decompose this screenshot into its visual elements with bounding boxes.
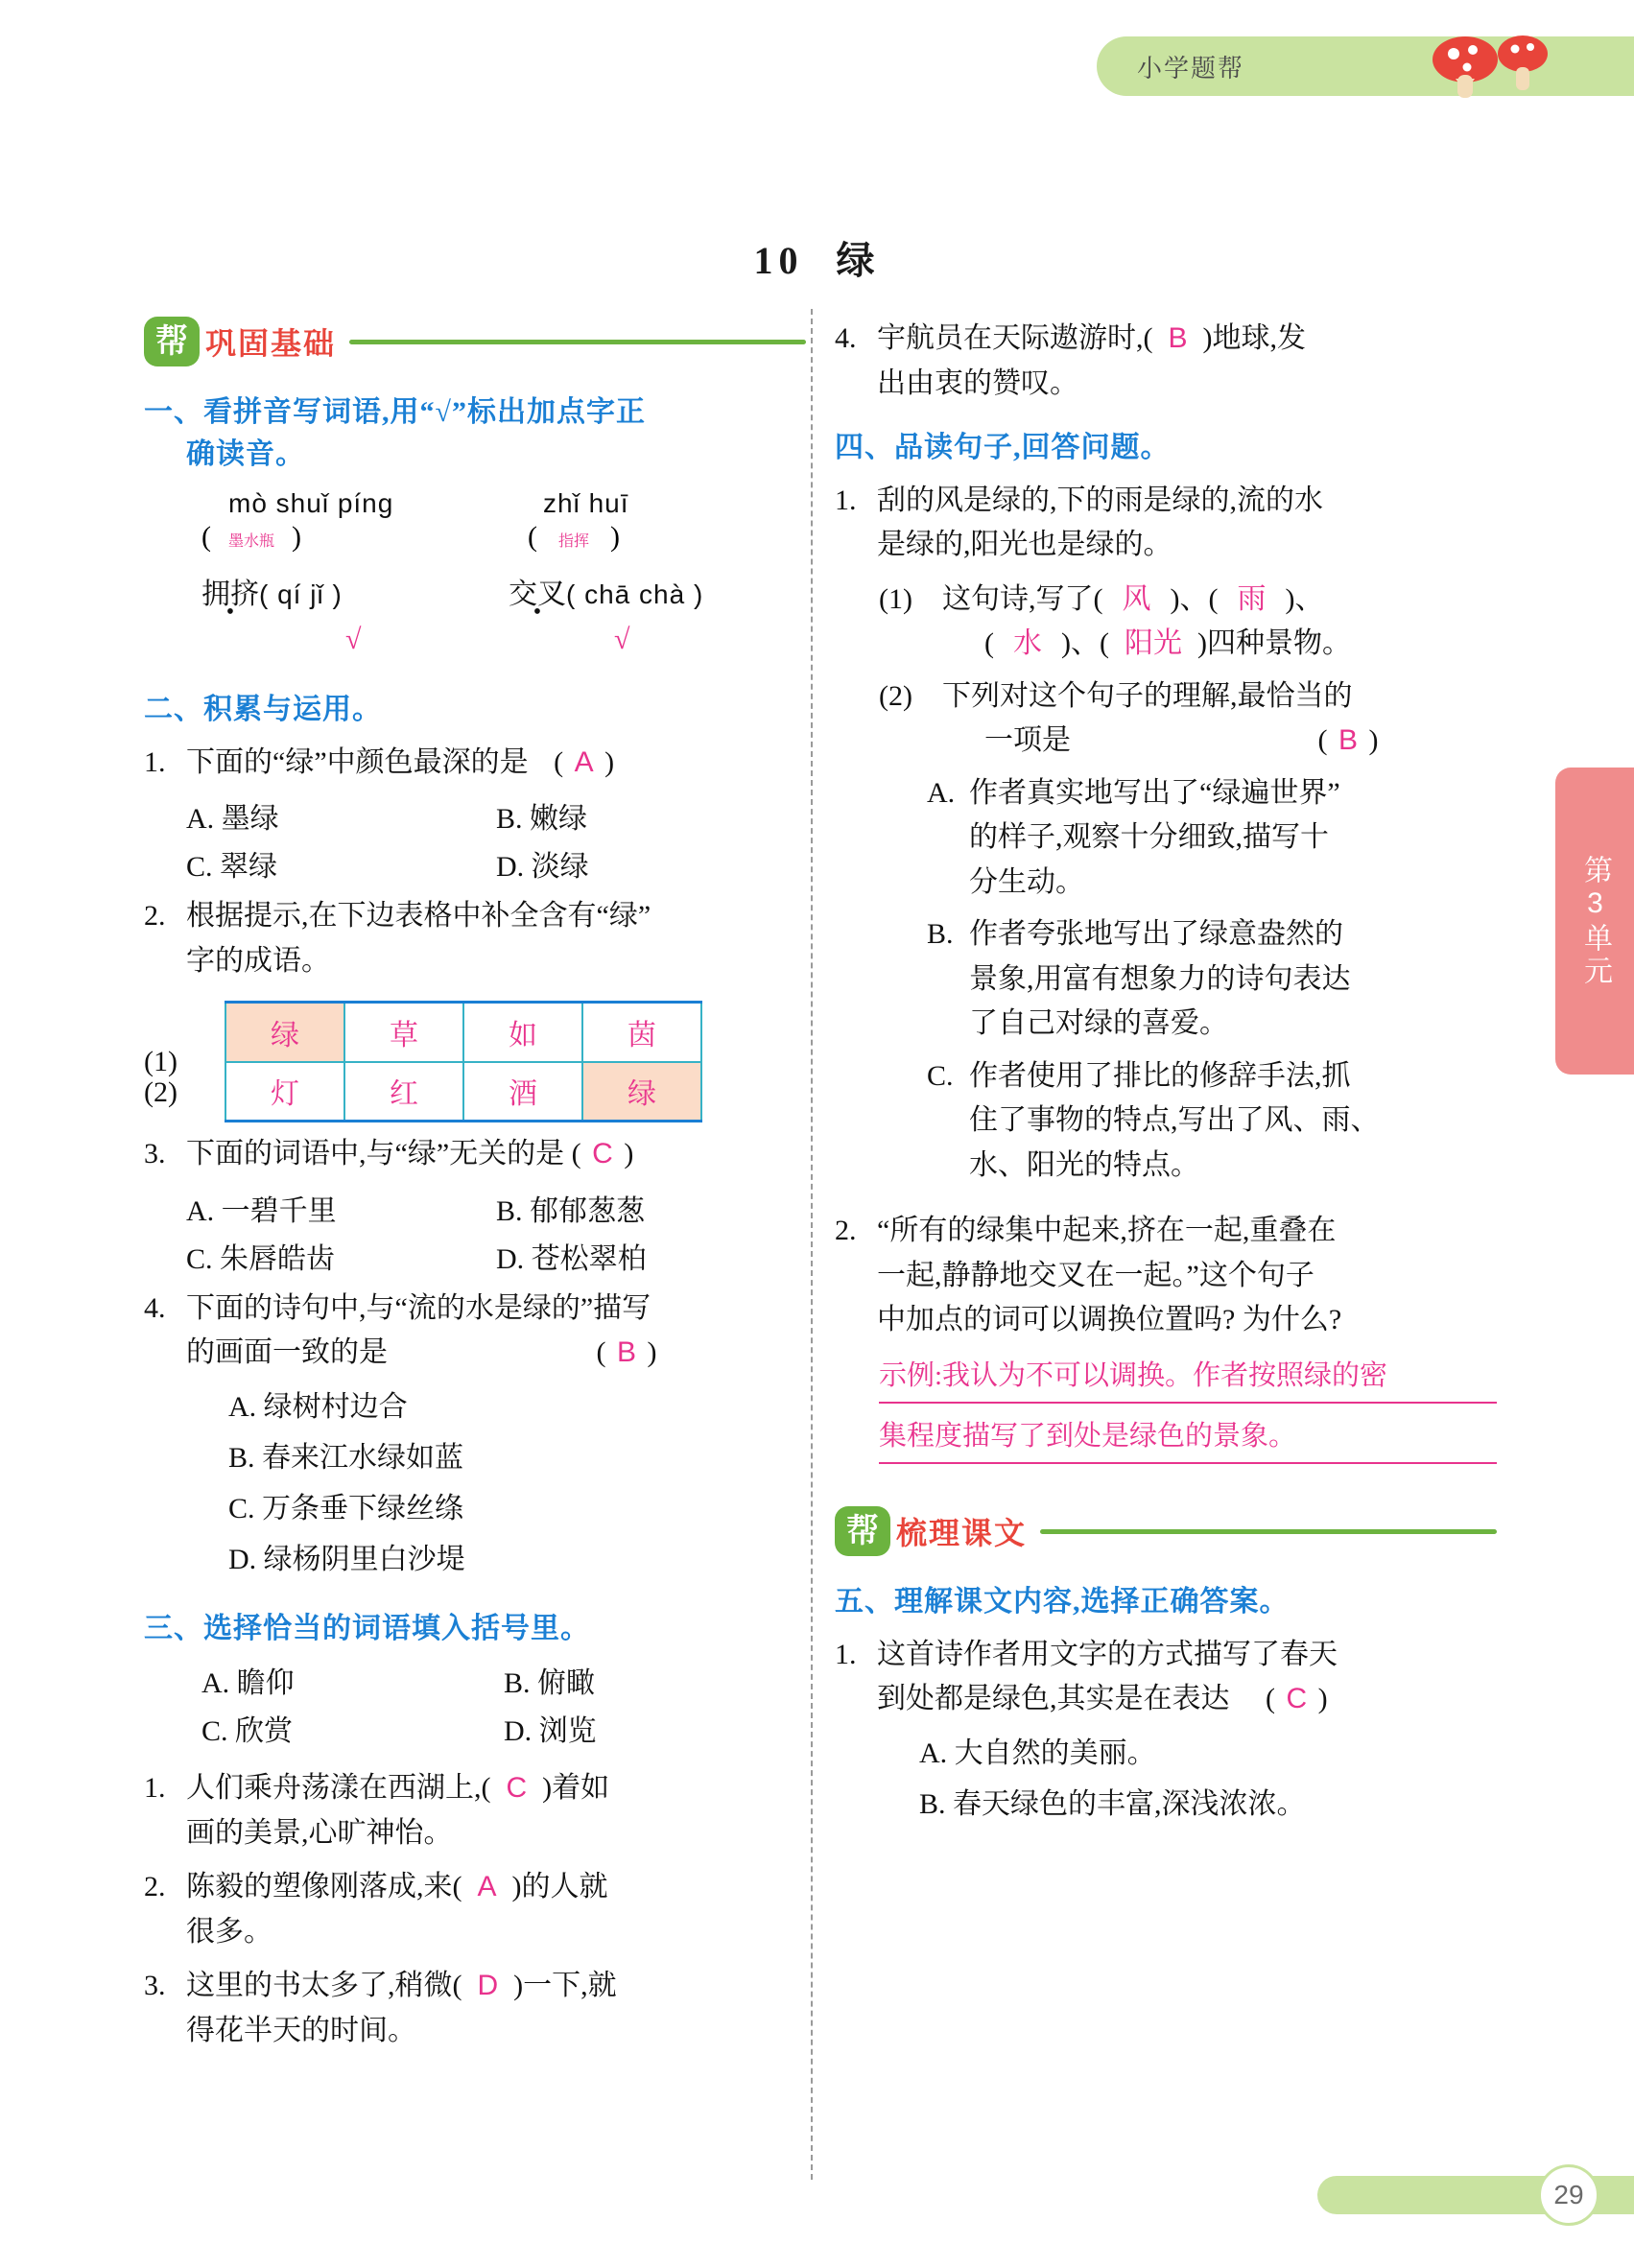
q4-sub-1-body	[942, 578, 1497, 667]
q5-item-1-answer: C	[1286, 1683, 1310, 1715]
q3-item-3-answer: D	[477, 1970, 499, 2001]
q3-item-2-line2: 很多。	[186, 1915, 272, 1948]
q3-item-2-body	[186, 1865, 806, 1954]
q3-item-4-line2: 出由衷的赞叹。	[877, 366, 1078, 399]
q4-item-1-line2: 是绿的,阳光也是绿的。	[877, 529, 1172, 560]
table-row	[225, 1003, 701, 1062]
q1-head-line2: 确读音。	[186, 437, 305, 470]
unit-side-tab: 第3单元	[1555, 768, 1634, 1075]
q2-item-4-line1: 下面的诗句中,与“流的水是绿的”描写	[186, 1291, 651, 1324]
cell-r1c2[interactable]: 草	[344, 1003, 463, 1062]
q4-sub-2-option-b	[927, 912, 1497, 1047]
q2-item-3-options-row2	[186, 1235, 806, 1277]
q3-item-1-text-a: 人们乘舟荡漾在西湖上,(	[186, 1772, 491, 1804]
q5-item-1-option-b: B. 春天绿色的丰富,深浅浓浓。	[919, 1787, 1306, 1820]
cell-r2c1[interactable]: 灯	[225, 1062, 344, 1122]
handwritten-line-1: 示例:我认为不可以调换。作者按照绿的密	[879, 1353, 1497, 1404]
q4-sub-2-line1: 下列对这个句子的理解,最恰当的	[942, 679, 1353, 712]
q3-item-4-line1	[877, 317, 1497, 362]
q4-sub-2-line2: 一项是	[984, 724, 1071, 756]
pinyin-answer-row	[201, 521, 806, 554]
q5-item-1-line2: 到处都是绿色,其实是在表达	[877, 1683, 1230, 1715]
q2-item-2-body	[186, 894, 806, 983]
q2-item-3-body	[186, 1132, 806, 1177]
q3-item-3-line1	[186, 1964, 806, 2009]
q2-item-3-text: 下面的词语中,与“绿”无关的是	[186, 1138, 565, 1169]
q2-item-4-option-c: C. 万条垂下绿丝绦	[228, 1492, 464, 1524]
page-footer	[0, 2170, 1634, 2214]
q2-item-1-number: 1.	[144, 745, 166, 778]
q2-item-3	[144, 1132, 806, 1177]
q3-options-row1	[201, 1659, 806, 1701]
q4-sub-1-line1	[942, 578, 1497, 623]
q2-item-1-option-d: D. 淡绿	[496, 851, 589, 883]
q4-sub-1-label: (1)	[879, 582, 912, 615]
q5-item-1-line1: 这首诗作者用文字的方式描写了春天	[877, 1638, 1338, 1670]
q2-item-4	[144, 1287, 806, 1376]
chengyu-row-1-label: (1)	[144, 1045, 178, 1077]
q5-item-1-number: 1.	[835, 1638, 857, 1670]
q4-item-1-number: 1.	[835, 484, 857, 516]
q4-sub-2-answer: B	[1338, 724, 1361, 756]
answer-cell-2: ( 指挥 )	[528, 521, 621, 553]
q4-sub-2-option-b-line1: 作者夸张地写出了绿意盎然的	[969, 918, 1343, 950]
chengyu-row-2-label: (2)	[144, 1076, 178, 1108]
q4-sub-1-text-e: )、(	[1061, 627, 1109, 659]
q4-sub-2-option-c	[927, 1054, 1497, 1189]
brand-label: 小学题帮	[1137, 53, 1245, 83]
q4-sub-1-text-d: (	[984, 627, 994, 659]
q4-sub-2-option-b-body	[969, 912, 1497, 1047]
q2-item-4-option-d: D. 绿杨阴里白沙堤	[228, 1543, 465, 1575]
q3-item-1-number: 1.	[144, 1772, 166, 1804]
section-rule	[349, 340, 806, 344]
q3-option-c: C. 欣赏	[201, 1715, 294, 1747]
q3-option-d: D. 浏览	[504, 1715, 597, 1747]
q4-sub-2-option-c-body	[969, 1054, 1497, 1189]
q4-item-1-sub-1	[879, 578, 1497, 667]
q2-item-3-option-a: A. 一碧千里	[186, 1194, 337, 1227]
q4-sub-2-line2-wrap	[984, 719, 1497, 764]
q3-item-3-number: 3.	[144, 1970, 166, 2001]
question-3-heading: 三、选择恰当的词语填入括号里。	[144, 1612, 590, 1644]
q3-item-4-answer: B	[1168, 322, 1188, 354]
q3-item-2-number: 2.	[144, 1871, 166, 1902]
q2-item-1-body	[186, 741, 806, 786]
q2-item-3-answer-paren: ( C )	[571, 1138, 636, 1169]
q3-item-2-answer: A	[477, 1871, 497, 1902]
section-title: 巩固基础	[205, 326, 337, 361]
pinyin-text-2: zhǐ huī	[543, 488, 629, 518]
q3-item-1-body	[186, 1766, 806, 1855]
cell-r1c1[interactable]: 绿	[225, 1003, 344, 1062]
q4-sub-2-body	[942, 674, 1497, 764]
q4-sub-2-option-a-line3: 分生动。	[969, 865, 1084, 898]
q2-item-2-line2: 字的成语。	[186, 944, 330, 977]
q2-item-1-options-row1	[186, 794, 806, 837]
q3-options-row2	[201, 1707, 806, 1749]
q2-item-3-number: 3.	[144, 1138, 166, 1169]
q4-sub-2-option-c-number: C.	[927, 1059, 954, 1092]
q2-item-1-text: 下面的“绿”中颜色最深的是	[186, 745, 529, 778]
page-number: 29	[1538, 2164, 1599, 2226]
q2-item-4-line2: 的画面一致的是	[186, 1336, 388, 1368]
q3-item-4-text-b: )地球,发	[1202, 322, 1307, 354]
question-2-heading: 二、积累与运用。	[144, 694, 382, 725]
q2-item-4-option-a: A. 绿树村边合	[228, 1390, 408, 1423]
left-column	[144, 317, 806, 2063]
q5-item-1-line2-wrap	[877, 1677, 1497, 1722]
handwritten-line-2: 集程度描写了到处是绿色的景象。	[879, 1413, 1497, 1464]
column-divider	[811, 309, 813, 2180]
q4-sub-2-option-c-line1: 作者使用了排比的修辞手法,抓	[969, 1059, 1351, 1092]
cell-r2c3[interactable]: 酒	[463, 1062, 582, 1122]
q4-sub-1-text-a: 这句诗,写了(	[942, 582, 1103, 615]
q4-sub-2-option-a	[927, 771, 1497, 906]
q3-item-2-text-a: 陈毅的塑像刚落成,来(	[186, 1871, 462, 1902]
cell-r2c2[interactable]: 红	[344, 1062, 463, 1122]
q2-item-4-body	[186, 1287, 806, 1376]
bang-badge: 帮	[144, 317, 200, 366]
q2-item-2	[144, 894, 806, 983]
answer-cell-1: ( 墨水瓶 )	[201, 521, 302, 553]
q4-sub-2-option-a-line1: 作者真实地写出了“绿遍世界”	[969, 776, 1340, 809]
q3-item-4-text-a: 宇航员在天际遨游时,(	[877, 322, 1153, 354]
q4-sub-1-text-c: )、	[1285, 582, 1324, 615]
q5-item-1-option-a: A. 大自然的美丽。	[919, 1736, 1156, 1769]
q2-item-4-number: 4.	[144, 1291, 166, 1324]
q2-item-3-option-c: C. 朱唇皓齿	[186, 1242, 336, 1275]
q3-item-1-answer: C	[506, 1772, 528, 1804]
lesson-number: 10	[753, 239, 804, 282]
q1-answer-1: 墨水瓶	[228, 533, 275, 550]
q3-option-b: B. 俯瞰	[504, 1667, 596, 1699]
q4-item-2-body	[877, 1209, 1497, 1343]
q2-item-1-option-b: B. 嫩绿	[496, 803, 588, 835]
pinyin-cell-2	[489, 488, 777, 519]
q2-item-1-answer: A	[574, 745, 596, 778]
q4-sub-2-option-b-number: B.	[927, 918, 954, 950]
q2-item-4-answer: B	[617, 1336, 639, 1368]
q1-word-4-options: ( chā chà )	[566, 579, 704, 609]
q4-sub-1-line2	[984, 622, 1497, 667]
question-5-heading: 五、理解课文内容,选择正确答案。	[835, 1586, 1290, 1618]
q1-word-4: 交叉	[509, 579, 566, 610]
pinyin-text-1: mò shuǐ píng	[228, 488, 394, 518]
q4-sub-2-option-c-line2: 住了事物的特点,写出了风、雨、	[969, 1104, 1380, 1136]
q4-item-1-line1: 刮的风是绿的,下的雨是绿的,流的水	[877, 484, 1323, 516]
q3-item-2	[144, 1865, 806, 1954]
q4-sub-1-answer-2: 雨	[1237, 582, 1267, 615]
q2-item-3-option-d: D. 苍松翠柏	[496, 1242, 647, 1275]
q4-sub-2-option-c-line3: 水、阳光的特点。	[969, 1148, 1199, 1181]
q4-sub-2-option-b-line3: 了自己对绿的喜爱。	[969, 1007, 1228, 1039]
q4-item-2-line1: “所有的绿集中起来,挤在一起,重叠在	[877, 1215, 1337, 1246]
q3-item-1	[144, 1766, 806, 1855]
q2-item-4-line2-wrap	[186, 1331, 806, 1376]
q3-item-4-number: 4.	[835, 322, 857, 354]
q1-word-3: 拥挤	[201, 579, 259, 610]
q2-item-1-option-a: A. 墨绿	[186, 803, 279, 835]
q4-sub-1-text-f: )四种景物。	[1196, 627, 1351, 659]
q2-item-2-line1: 根据提示,在下边表格中补全含有“绿”	[186, 900, 651, 932]
q5-item-1	[835, 1633, 1497, 1722]
q2-item-3-options-row1	[186, 1187, 806, 1229]
chengyu-table-block	[144, 1001, 806, 1122]
q5-item-1-answer-paren: ( C )	[1266, 1683, 1330, 1715]
mushroom-icon	[1411, 21, 1584, 104]
q3-item-2-text-b: )的人就	[511, 1871, 608, 1902]
q2-item-1-options-row2	[186, 842, 806, 885]
q3-item-1-text-b: )着如	[542, 1772, 610, 1804]
section-header-consolidate	[144, 317, 806, 366]
q4-sub-1-text-b: )、(	[1170, 582, 1219, 615]
q1-check-1: √	[345, 624, 362, 655]
page-header-banner	[1097, 36, 1634, 96]
q3-item-3-text-a: 这里的书太多了,稍微(	[186, 1970, 462, 2001]
cell-r1c4[interactable]: 茵	[582, 1003, 701, 1062]
q3-item-2-line1	[186, 1865, 806, 1910]
q4-sub-1-answer-4: 阳光	[1124, 627, 1182, 659]
q2-item-4-answer-paren: ( B )	[596, 1336, 659, 1368]
q2-item-1-option-c: C. 翠绿	[186, 851, 278, 883]
q4-sub-1-answer-1: 风	[1122, 582, 1151, 615]
q1-answer-2: 指挥	[558, 533, 590, 550]
section-header-review	[835, 1506, 1497, 1556]
cell-r2c4[interactable]: 绿	[582, 1062, 701, 1122]
q2-item-4-option-b: B. 春来江水绿如蓝	[228, 1441, 464, 1474]
word-choice-2	[489, 573, 777, 656]
cell-r1c3[interactable]: 如	[463, 1003, 582, 1062]
q3-item-3	[144, 1964, 806, 2053]
q4-item-1-sub-2	[879, 674, 1497, 764]
q4-item-1	[835, 479, 1497, 568]
word-choice-1	[201, 573, 489, 656]
q3-item-3-text-b: )一下,就	[513, 1970, 617, 2001]
lesson-title: 绿	[836, 239, 881, 282]
q2-item-1	[144, 741, 806, 786]
right-column	[835, 317, 1497, 1833]
q4-sub-2-label: (2)	[879, 679, 912, 712]
page-title	[0, 230, 1634, 285]
pinyin-row	[201, 488, 806, 519]
q4-item-2-line2: 一起,静静地交叉在一起。”这个句子	[877, 1259, 1314, 1291]
q3-option-a: A. 瞻仰	[201, 1667, 295, 1699]
q2-item-1-answer-paren: ( A )	[535, 745, 617, 778]
q3-item-1-line2: 画的美景,心旷神怡。	[186, 1816, 453, 1849]
section-rule-2	[1040, 1529, 1497, 1534]
q1-word-3-options: ( qí jǐ )	[259, 579, 343, 609]
q4-item-2	[835, 1209, 1497, 1343]
q4-sub-2-option-a-number: A.	[927, 776, 956, 809]
q1-head-line1: 一、看拼音写词语,用“√”标出加点字正	[144, 396, 646, 428]
q4-sub-2-answer-paren: ( B )	[1317, 724, 1381, 756]
bang-badge-2: 帮	[835, 1506, 890, 1556]
q4-sub-2-option-a-line2: 的样子,观察十分细致,描写十	[969, 821, 1329, 853]
q4-sub-1-answer-3: 水	[1013, 627, 1042, 659]
q3-item-4	[835, 317, 1497, 406]
q4-item-1-body	[877, 479, 1497, 568]
pinyin-choice-row	[201, 573, 806, 656]
q4-sub-2-option-b-line2: 景象,用富有想象力的诗句表达	[969, 962, 1351, 995]
q3-item-4-body	[877, 317, 1497, 406]
q2-item-3-answer: C	[592, 1138, 615, 1169]
pinyin-cell-1	[201, 488, 489, 519]
q3-item-3-body	[186, 1964, 806, 2053]
q1-check-2: √	[614, 624, 630, 655]
q4-item-2-line3: 中加点的词可以调换位置吗? 为什么?	[877, 1304, 1342, 1335]
q4-item-2-handwritten-answer[interactable]	[879, 1353, 1497, 1465]
question-4-heading: 四、品读句子,回答问题。	[835, 432, 1171, 463]
q2-item-2-number: 2.	[144, 900, 166, 932]
question-1-heading	[144, 391, 806, 475]
q5-item-1-body	[877, 1633, 1497, 1722]
q3-item-3-line2: 得花半天的时间。	[186, 2014, 416, 2046]
q3-item-1-line1	[186, 1766, 806, 1811]
q2-item-3-option-b: B. 郁郁葱葱	[496, 1194, 646, 1227]
section-title-2: 梳理课文	[896, 1516, 1028, 1551]
q4-sub-2-option-a-body	[969, 771, 1497, 906]
q4-item-2-number: 2.	[835, 1215, 857, 1246]
chengyu-row-2-label-holder	[144, 1063, 806, 1122]
